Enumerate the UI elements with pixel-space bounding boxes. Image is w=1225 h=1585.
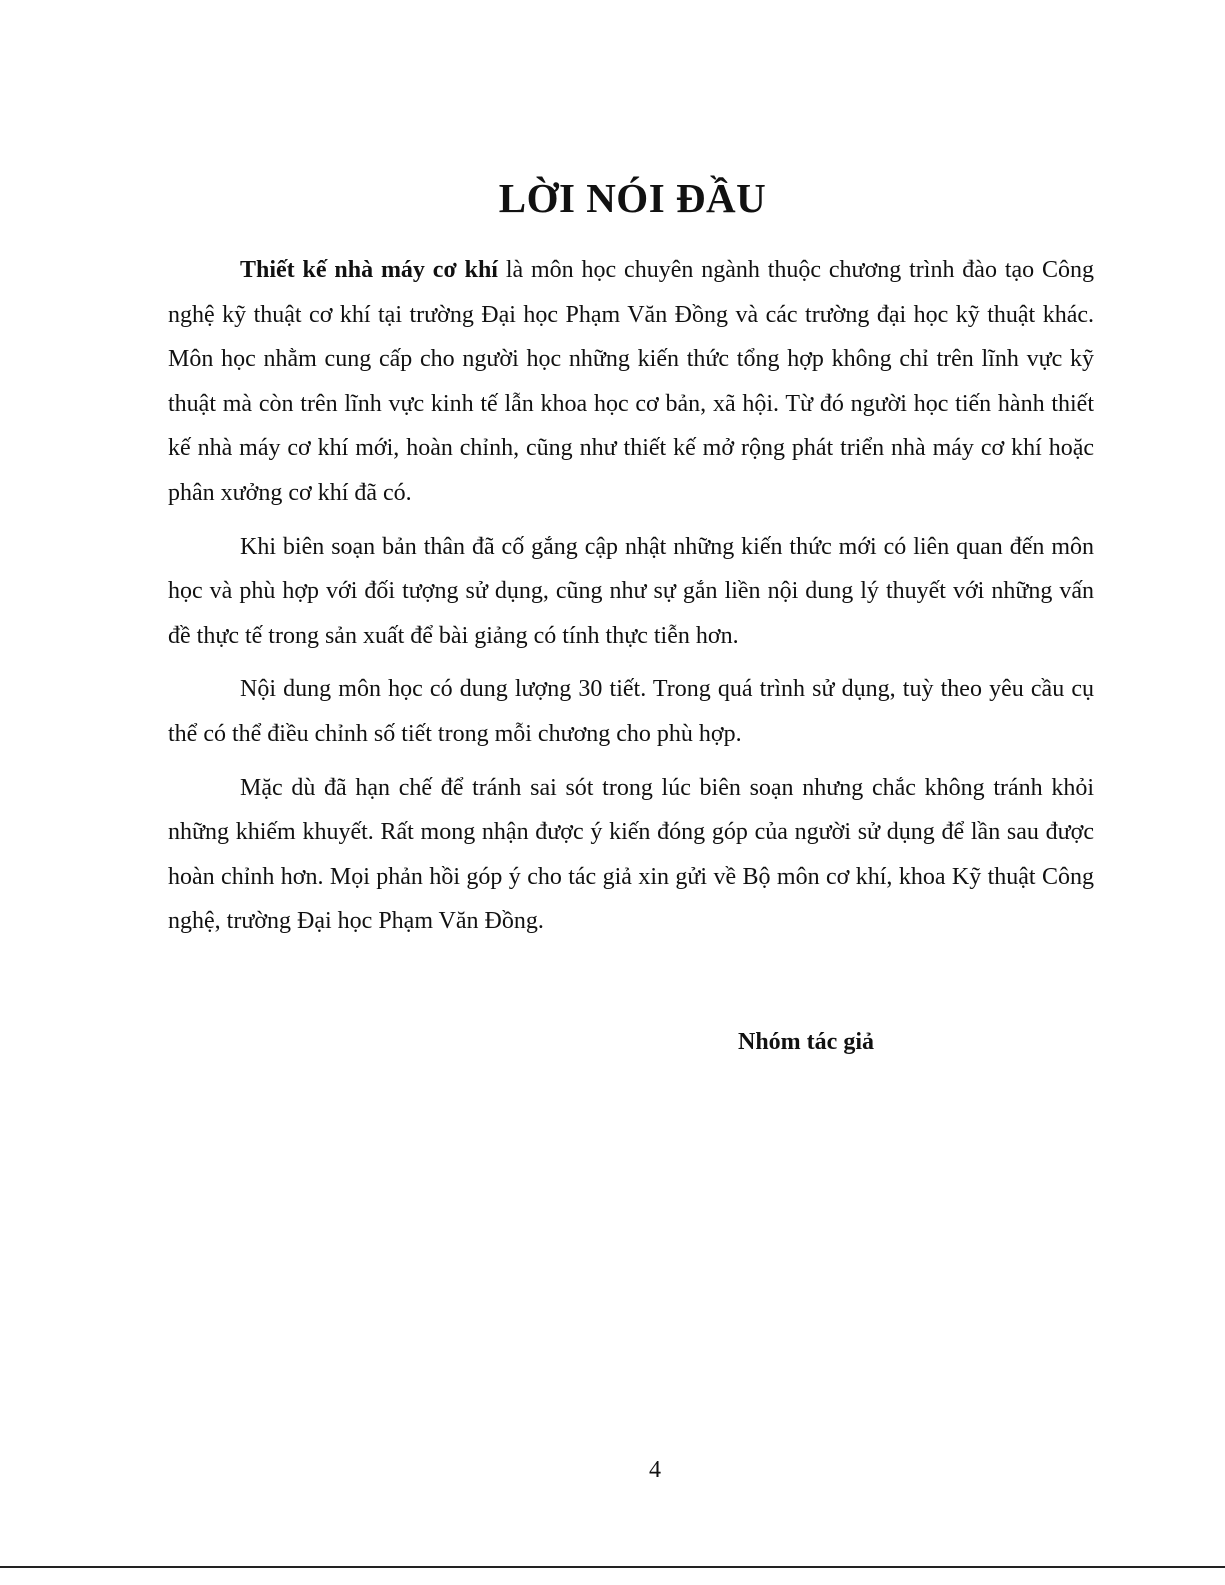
paragraph-2: Khi biên soạn bản thân đã cố gắng cập nhật những kiến thức mới có liên quan đến môn học và phù hợp với đối tượng sử dụng, cũng như sự gắn liền nội dung lý thuyết với những vấn đề thực tế trong sản xuất để bài giảng có tính thực tiễn hơn.	[168, 533, 1094, 649]
course-name-bold: Thiết kế nhà máy cơ khí	[240, 257, 498, 283]
author-signature: Nhóm tác giả	[738, 1029, 874, 1055]
paragraph-1-text: là môn học chuyên ngành thuộc chương trình đào tạo Công nghệ kỹ thuật cơ khí tại trường Đại học Phạm Văn Đồng và các trường đại học kỹ thuật khác. Môn học nhằm cung cấp cho người học những kiến thức tổng hợp không chỉ trên lĩnh vực kỹ thuật mà còn trên lĩnh vực kinh tế lẫn khoa học cơ bản, xã hội. Từ đó người học tiến hành thiết kế nhà máy cơ khí mới, hoàn chỉnh, cũng như thiết kế mở rộng phát triển nhà máy cơ khí hoặc phân xưởng cơ khí đã có.	[168, 257, 1094, 506]
paragraph-4: Mặc dù đã hạn chế để tránh sai sót trong lúc biên soạn nhưng chắc không tránh khỏi những khiếm khuyết. Rất mong nhận được ý kiến đóng góp của người sử dụng để lần sau được hoàn chỉnh hơn. Mọi phản hồi góp ý cho tác giả xin gửi về Bộ môn cơ khí, khoa Kỹ thuật Công nghệ, trường Đại học Phạm Văn Đồng.	[168, 774, 1094, 935]
bottom-divider	[0, 1566, 1225, 1568]
paragraph-3: Nội dung môn học có dung lượng 30 tiết. Trong quá trình sử dụng, tuỳ theo yêu cầu cụ thể có thể điều chỉnh số tiết trong mỗi chương cho phù hợp.	[168, 676, 1094, 747]
preface-body	[168, 248, 1094, 953]
paragraph-1	[168, 248, 1094, 516]
page-number: 4	[649, 1457, 661, 1483]
page-title: LỜI NÓI ĐẦU	[498, 175, 767, 221]
